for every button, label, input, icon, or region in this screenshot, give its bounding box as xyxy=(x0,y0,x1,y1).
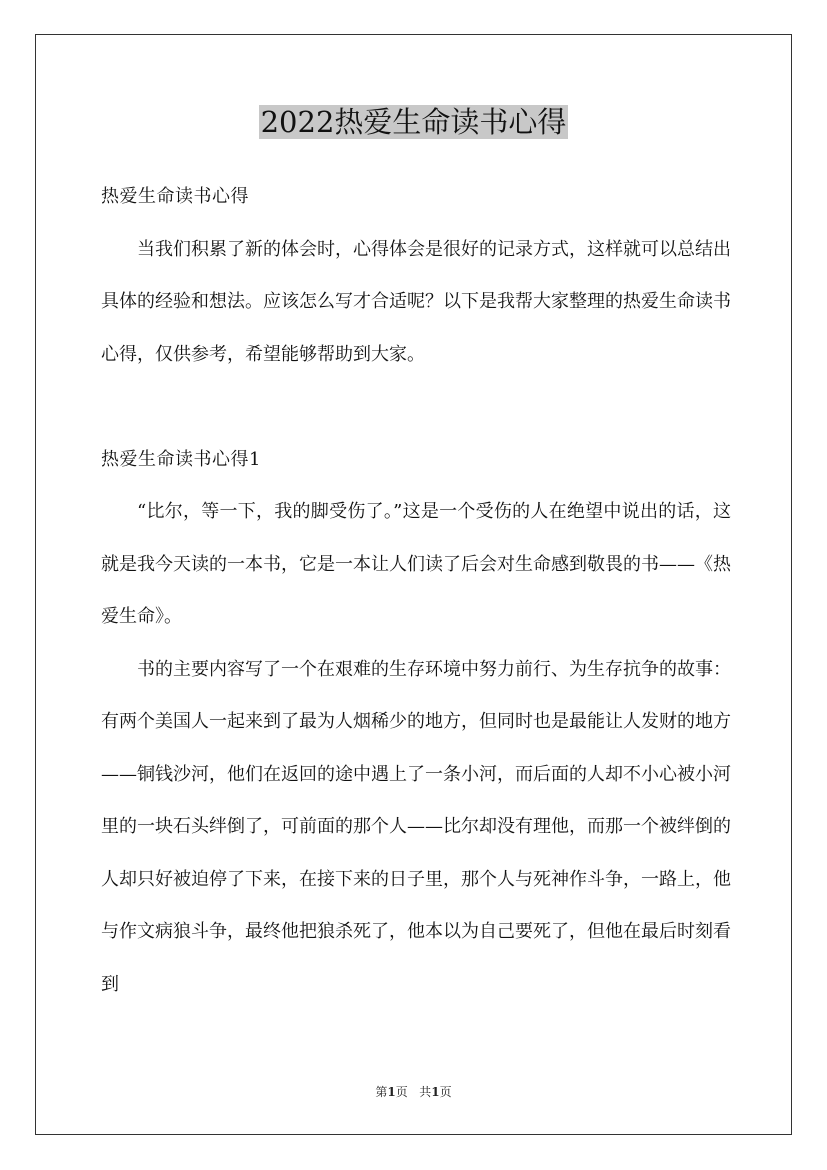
document-title xyxy=(0,100,827,144)
section1-paragraph-1: “比尔，等一下，我的脚受伤了。”这是一个受伤的人在绝望中说出的话，这就是我今天读的一本书，它是一本让人们读了后会对生命感到敬畏的书——《热爱生命》。 xyxy=(101,501,731,627)
subtitle: 热爱生命读书心得 xyxy=(101,186,249,207)
page-footer xyxy=(0,1083,827,1100)
total-suffix: 页 xyxy=(439,1085,452,1099)
section1-paragraph-2: 书的主要内容写了一个在艰难的生存环境中努力前行、为生存抗争的故事：有两个美国人一起来到了最为人烟稀少的地方，但同时也是最能让人发财的地方——铜钱沙河，他们在返回的途中遇上了一条小河，而后面的人却不小心被小河里的一块石头绊倒了，可前面的那个人——比尔却没有理他，而那一个被绊倒的人却只好被迫停了下来，在接下来的日子里，那个人与死神作斗争，一路上，他与作文病狼斗争，最终他把狼杀死了，他本以为自己要死了，但他在最后时刻看到 xyxy=(101,658,731,995)
document-body xyxy=(101,171,731,1011)
page-suffix: 页 xyxy=(395,1085,408,1099)
paragraph-spacer xyxy=(101,381,731,434)
page-prefix: 第 xyxy=(375,1085,388,1099)
total-pages: 1 xyxy=(431,1085,440,1099)
intro-paragraph: 当我们积累了新的体会时，心得体会是很好的记录方式，这样就可以总结出具体的经验和想法。应该怎么写才合适呢？以下是我帮大家整理的热爱生命读书心得，仅供参考，希望能够帮助到大家。 xyxy=(101,238,731,365)
section-heading-1: 热爱生命读书心得1 xyxy=(101,448,261,470)
document-title-text: 2022热爱生命读书心得 xyxy=(260,105,567,139)
total-prefix: 共 xyxy=(419,1085,432,1099)
page-number: 1 xyxy=(387,1085,396,1099)
